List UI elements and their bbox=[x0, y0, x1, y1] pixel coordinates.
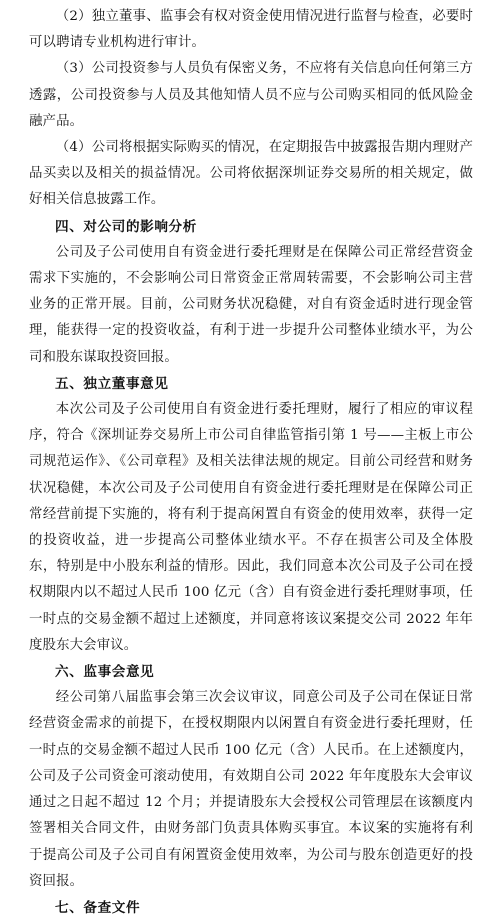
para-independent-directors-supervision: （2）独立董事、监事会有权对资金使用情况进行监督与检查，必要时可以聘请专业机构进行审计。 bbox=[29, 9, 473, 51]
heading-section-5: 五、独立董事意见 bbox=[55, 375, 169, 392]
para-independent-directors-opinion: 本次公司及子公司使用自有资金进行委托理财，履行了相应的审议程序，符合《深圳证券交易所上市公司自律监管指引第 1 号——主板上市公司规范运作》、《公司章程》及相关法律法规的规定。目前公司经营和财务状况稳健，本次公司及子公司使用自有资金进行委托理财是在保障公司正常经营前提下实施的，将有利于提高闲置自有资金的使用效率，获得一定的投资收益，进一步提高公司整体业绩水平。不存在损害公司及全体股东，特别是中小股东利益的情形。因此，我们同意本次公司及子公司在授权期限内以不超过人民币 100 亿元（含）自有资金进行委托理财事项，任一时点的交易金额不超过上述额度，并同意将该议案提交公司 2022 年年度股东大会审议。 bbox=[29, 402, 473, 653]
para-confidentiality-obligation: （3）公司投资参与人员负有保密义务，不应将有关信息向任何第三方透露，公司投资参与人员及其他知情人员不应与公司购买相同的低风险金融产品。 bbox=[29, 61, 473, 129]
para-disclosure: （4）公司将根据实际购买的情况，在定期报告中披露报告期内理财产品买卖以及相关的损益情况。公司将依据深圳证券交易所的相关规定，做好相关信息披露工作。 bbox=[29, 140, 473, 208]
heading-section-7: 七、备查文件 bbox=[55, 899, 141, 916]
heading-section-4: 四、对公司的影响分析 bbox=[55, 218, 197, 235]
heading-section-6: 六、监事会意见 bbox=[55, 664, 155, 681]
para-supervisory-board-opinion: 经公司第八届监事会第三次会议审议，同意公司及子公司在保证日常经营资金需求的前提下，在授权期限内以闲置自有资金进行委托理财，任一时点的交易金额不超过人民币 100 亿元（含）人民币。在上述额度内，公司及子公司资金可滚动使用，有效期自公司 2022 年年度股东大会审议通过之日起不超过 12 个月；并提请股东大会授权公司管理层在该额度内签署相关合同文件，由财务部门负责具体购买事宜。本议案的实施将有利于提高公司及子公司自有闲置资金使用效率，为公司与股东创造更好的投资回报。 bbox=[29, 690, 473, 889]
para-impact-analysis: 公司及子公司使用自有资金进行委托理财是在保障公司正常经营资金需求下实施的，不会影响公司日常资金正常周转需要，不会影响公司主营业务的正常开展。目前，公司财务状况稳健，对自有资金适时进行现金管理，能获得一定的投资收益，有利于进一步提升公司整体业绩水平，为公司和股东谋取投资回报。 bbox=[29, 244, 473, 365]
